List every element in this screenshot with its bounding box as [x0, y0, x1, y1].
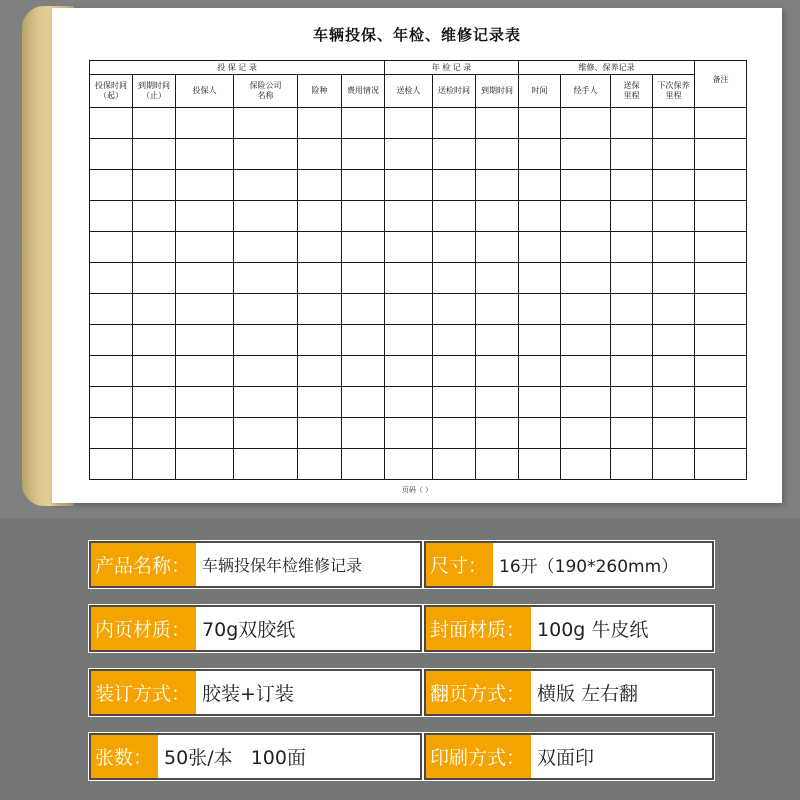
blank-cell: [342, 325, 385, 356]
blank-cell: [611, 356, 653, 387]
blank-cell: [298, 170, 342, 201]
table-row: [90, 139, 747, 170]
spec-value: 16开（190*260mm）: [499, 557, 679, 577]
blank-cell: [298, 387, 342, 418]
blank-cell: [234, 418, 298, 449]
blank-cell: [176, 263, 234, 294]
blank-cell: [476, 139, 519, 170]
group-inspection: 年 检 记 录: [385, 61, 519, 75]
blank-cell: [298, 139, 342, 170]
blank-cell: [385, 294, 433, 325]
blank-cell: [385, 139, 433, 170]
column-header: 送检人: [385, 75, 433, 108]
table-row: [90, 108, 747, 139]
blank-cell: [385, 170, 433, 201]
table-row: [90, 356, 747, 387]
blank-cell: [433, 108, 476, 139]
blank-cell: [476, 325, 519, 356]
blank-cell: [653, 170, 695, 201]
blank-cell: [611, 387, 653, 418]
blank-cell: [234, 449, 298, 480]
blank-cell: [611, 108, 653, 139]
blank-cell: [298, 449, 342, 480]
blank-cell: [519, 356, 561, 387]
blank-cell: [433, 418, 476, 449]
blank-cell: [519, 294, 561, 325]
blank-cell: [476, 356, 519, 387]
blank-cell: [653, 418, 695, 449]
blank-cell: [234, 170, 298, 201]
table-row: [90, 294, 747, 325]
blank-cell: [519, 325, 561, 356]
blank-cell: [476, 418, 519, 449]
blank-cell: [133, 325, 176, 356]
blank-cell: [298, 232, 342, 263]
blank-cell: [133, 449, 176, 480]
blank-cell: [611, 449, 653, 480]
spec-binding: [89, 669, 422, 716]
blank-cell: [342, 108, 385, 139]
blank-cell: [385, 232, 433, 263]
blank-cell: [133, 139, 176, 170]
blank-cell: [695, 263, 747, 294]
blank-cell: [695, 170, 747, 201]
blank-cell: [234, 108, 298, 139]
spec-label: 印刷方式：: [426, 735, 531, 778]
blank-cell: [176, 294, 234, 325]
form-sheet: [52, 8, 782, 503]
blank-cell: [653, 325, 695, 356]
blank-cell: [519, 418, 561, 449]
blank-cell: [476, 387, 519, 418]
blank-cell: [433, 232, 476, 263]
blank-cell: [234, 356, 298, 387]
blank-cell: [611, 418, 653, 449]
blank-cell: [234, 325, 298, 356]
blank-cell: [611, 325, 653, 356]
blank-cell: [519, 263, 561, 294]
blank-cell: [433, 139, 476, 170]
blank-cell: [90, 356, 133, 387]
blank-cell: [133, 294, 176, 325]
blank-cell: [476, 108, 519, 139]
blank-cell: [561, 108, 611, 139]
spec-printing: [424, 733, 714, 780]
blank-cell: [342, 449, 385, 480]
spec-value: 70g双胶纸: [202, 619, 296, 641]
spec-label: 张数：: [91, 735, 158, 778]
table-row: [90, 387, 747, 418]
table-row: [90, 325, 747, 356]
blank-cell: [133, 170, 176, 201]
spec-product-name: [89, 541, 422, 588]
spec-value: 胶装+订装: [202, 683, 294, 705]
group-maintenance: 维修、保养记录: [519, 61, 695, 75]
blank-cell: [234, 263, 298, 294]
blank-cell: [561, 201, 611, 232]
blank-cell: [234, 294, 298, 325]
spec-value: 100g 牛皮纸: [537, 619, 649, 641]
blank-cell: [561, 325, 611, 356]
blank-cell: [90, 325, 133, 356]
blank-cell: [385, 201, 433, 232]
column-header: 险种: [298, 75, 342, 108]
blank-cell: [695, 325, 747, 356]
blank-cell: [298, 294, 342, 325]
blank-cell: [561, 170, 611, 201]
blank-cell: [234, 232, 298, 263]
blank-cell: [561, 294, 611, 325]
blank-cell: [385, 263, 433, 294]
spec-value: 车辆投保年检维修记录: [202, 556, 363, 575]
blank-cell: [561, 387, 611, 418]
blank-cell: [385, 325, 433, 356]
column-header: 投保人: [176, 75, 234, 108]
column-header: 经手人: [561, 75, 611, 108]
spec-label: 产品名称：: [91, 543, 196, 586]
spec-label: 装订方式：: [91, 671, 196, 714]
blank-cell: [695, 201, 747, 232]
blank-cell: [561, 418, 611, 449]
form-title: 车辆投保、年检、维修记录表: [312, 26, 521, 44]
blank-cell: [695, 418, 747, 449]
blank-cell: [234, 387, 298, 418]
blank-cell: [476, 170, 519, 201]
blank-cell: [90, 418, 133, 449]
spec-value: 50张/本 100面: [164, 747, 306, 769]
blank-cell: [90, 263, 133, 294]
blank-cell: [133, 418, 176, 449]
blank-cell: [298, 108, 342, 139]
blank-cell: [653, 139, 695, 170]
blank-cell: [176, 449, 234, 480]
spec-label: 封面材质：: [426, 607, 531, 650]
blank-cell: [342, 263, 385, 294]
spec-label: 内页材质：: [91, 607, 196, 650]
blank-cell: [653, 263, 695, 294]
blank-cell: [234, 201, 298, 232]
blank-cell: [90, 449, 133, 480]
group-insurance: 投 保 记 录: [90, 61, 385, 75]
blank-cell: [653, 449, 695, 480]
spec-inner-material: [89, 605, 422, 652]
blank-cell: [695, 294, 747, 325]
blank-cell: [133, 201, 176, 232]
blank-cell: [133, 108, 176, 139]
blank-cell: [519, 232, 561, 263]
column-header: 送保 里程: [611, 75, 653, 108]
blank-cell: [176, 201, 234, 232]
blank-cell: [298, 201, 342, 232]
blank-cell: [90, 387, 133, 418]
spec-section: [0, 518, 800, 800]
column-header: 下次保养 里程: [653, 75, 695, 108]
blank-cell: [90, 139, 133, 170]
blank-cell: [342, 201, 385, 232]
spec-size: [424, 541, 714, 588]
blank-cell: [385, 356, 433, 387]
page-number-label: 页码（ ）: [401, 486, 433, 494]
blank-cell: [695, 387, 747, 418]
blank-cell: [519, 387, 561, 418]
spec-sheets: [89, 733, 422, 780]
blank-cell: [176, 232, 234, 263]
blank-cell: [385, 108, 433, 139]
blank-cell: [90, 108, 133, 139]
blank-cell: [476, 263, 519, 294]
spec-cover-material: [424, 605, 714, 652]
blank-cell: [433, 201, 476, 232]
column-header: 送检时间: [433, 75, 476, 108]
spec-page-turn: [424, 669, 714, 716]
blank-cell: [519, 170, 561, 201]
blank-cell: [611, 139, 653, 170]
blank-cell: [385, 418, 433, 449]
blank-cell: [176, 356, 234, 387]
column-header: 到期时间 （止）: [133, 75, 176, 108]
blank-cell: [385, 387, 433, 418]
blank-cell: [342, 139, 385, 170]
blank-cell: [298, 263, 342, 294]
blank-cell: [561, 449, 611, 480]
blank-cell: [433, 170, 476, 201]
blank-cell: [611, 232, 653, 263]
blank-cell: [519, 139, 561, 170]
blank-cell: [342, 387, 385, 418]
blank-cell: [476, 232, 519, 263]
blank-cell: [342, 356, 385, 387]
blank-cell: [433, 356, 476, 387]
blank-cell: [611, 170, 653, 201]
blank-cell: [433, 294, 476, 325]
table-row: [90, 449, 747, 480]
blank-cell: [90, 232, 133, 263]
blank-cell: [176, 418, 234, 449]
blank-cell: [176, 325, 234, 356]
spec-label: 尺寸：: [426, 543, 493, 586]
blank-cell: [433, 263, 476, 294]
blank-cell: [298, 418, 342, 449]
blank-cell: [611, 263, 653, 294]
table-row: [90, 201, 747, 232]
blank-cell: [476, 449, 519, 480]
blank-cell: [90, 201, 133, 232]
blank-cell: [519, 449, 561, 480]
table-row: [90, 418, 747, 449]
blank-cell: [342, 418, 385, 449]
blank-cell: [611, 201, 653, 232]
blank-cell: [298, 325, 342, 356]
blank-cell: [695, 139, 747, 170]
blank-cell: [133, 263, 176, 294]
blank-cell: [695, 232, 747, 263]
blank-cell: [695, 108, 747, 139]
blank-cell: [90, 170, 133, 201]
blank-cell: [176, 108, 234, 139]
blank-cell: [176, 170, 234, 201]
column-header: 到期时间: [476, 75, 519, 108]
blank-cell: [653, 356, 695, 387]
blank-cell: [133, 232, 176, 263]
blank-cell: [133, 387, 176, 418]
blank-cell: [653, 294, 695, 325]
blank-cell: [695, 449, 747, 480]
blank-cell: [695, 356, 747, 387]
table-row: [90, 263, 747, 294]
blank-cell: [611, 294, 653, 325]
blank-cell: [653, 108, 695, 139]
spec-label: 翻页方式：: [426, 671, 531, 714]
blank-cell: [90, 294, 133, 325]
column-header: 费用情况: [342, 75, 385, 108]
blank-cell: [519, 108, 561, 139]
column-header: 保险公司 名称: [234, 75, 298, 108]
blank-cell: [433, 325, 476, 356]
blank-cell: [519, 201, 561, 232]
blank-cell: [433, 387, 476, 418]
blank-cell: [342, 294, 385, 325]
blank-cell: [476, 201, 519, 232]
column-header: 时间: [519, 75, 561, 108]
blank-cell: [653, 201, 695, 232]
blank-cell: [561, 232, 611, 263]
blank-cell: [234, 139, 298, 170]
blank-cell: [653, 387, 695, 418]
blank-cell: [653, 232, 695, 263]
remarks-header: 备注: [695, 61, 747, 108]
blank-cell: [561, 139, 611, 170]
spec-value: 横版 左右翻: [537, 683, 639, 705]
blank-cell: [133, 356, 176, 387]
table-row: [90, 170, 747, 201]
column-header: 投保时间 （起）: [90, 75, 133, 108]
blank-cell: [433, 449, 476, 480]
spec-value: 双面印: [537, 747, 595, 769]
table-row: [90, 232, 747, 263]
blank-cell: [342, 232, 385, 263]
blank-cell: [342, 170, 385, 201]
blank-cell: [176, 387, 234, 418]
blank-cell: [176, 139, 234, 170]
blank-cell: [561, 356, 611, 387]
record-table: [89, 60, 747, 480]
blank-cell: [385, 449, 433, 480]
blank-cell: [476, 294, 519, 325]
blank-cell: [298, 356, 342, 387]
blank-cell: [561, 263, 611, 294]
